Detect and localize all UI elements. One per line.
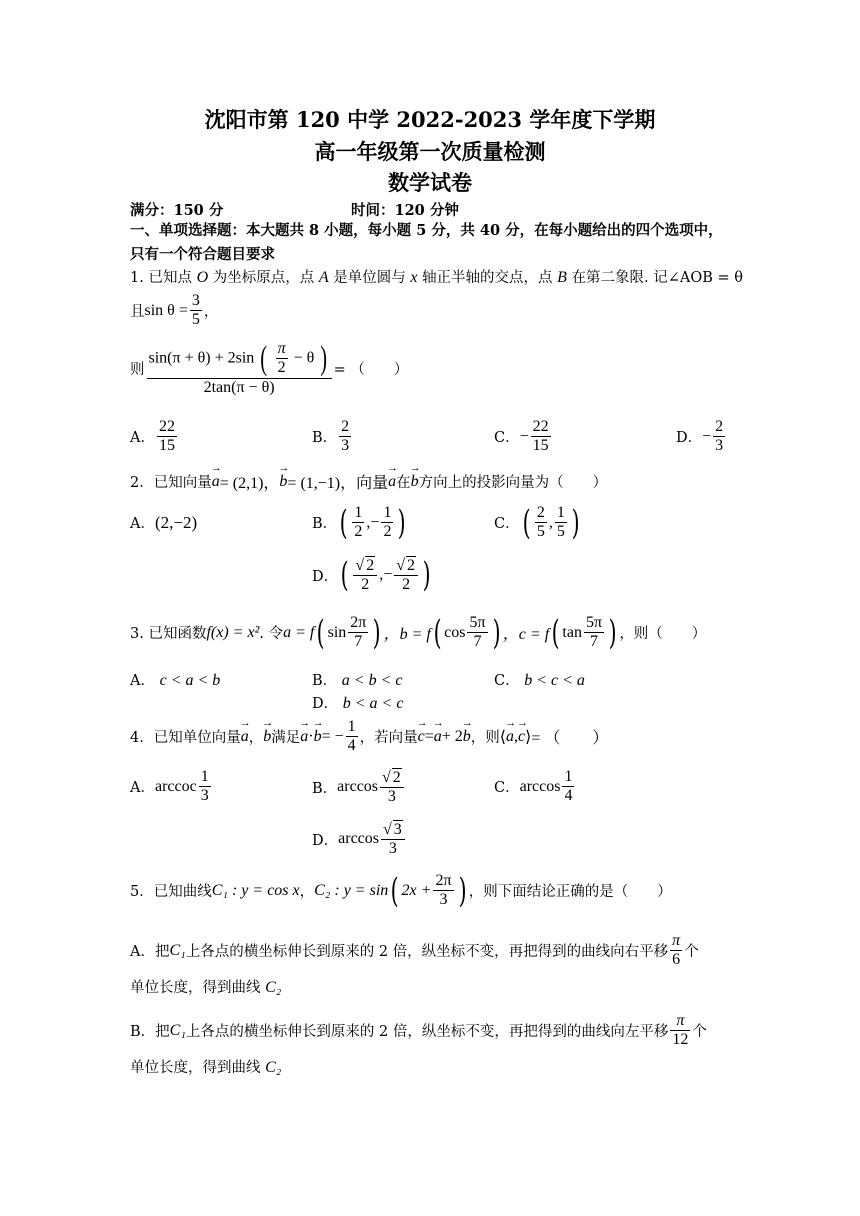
q4-den: 4 [347,737,356,755]
q2-text-c: 方向上的投影向量为（ ） [418,475,608,491]
q3-stem: 3. 已知函数 f(x) = x² . 令 a = f ( sin $\frac{2\pi}{7}$ ) ，b = f ( cos $\frac{5\pi}{7}$ ) ，c = f ( tan $\frac{5\pi}{7}$ ) ，则（ ） [130,612,707,653]
q3-d-value: b < a < c [342,695,404,712]
q1-main-num: sin(π + θ) + 2sin ( $\frac{\pi}{2}$ − θ ) [147,340,332,379]
q4-a-num: 1 [199,768,211,787]
q4-d-den: 3 [388,840,397,858]
q1-b-den: 3 [341,437,350,455]
q1-d-den: 3 [715,437,724,455]
q1-expression [130,340,408,397]
q3-a-value: c < a < b [159,672,221,689]
q2-d-d2: 2 [402,576,411,594]
q1-c-label: C． [494,430,520,447]
q3-n1: 2π [348,614,368,633]
q4-d-frac: $\frac{√ 3}{3}$ [381,820,405,859]
q2-text-b: 在 [396,475,411,491]
q1-b-label: B． [312,430,338,447]
q4-dot: · [308,727,314,745]
q5-b-c1: C₁ [169,1021,186,1039]
q5-option-b[interactable] [130,1012,707,1050]
q1-option-c[interactable] [494,418,553,456]
q2-eq-a: = (2,1)， [219,475,280,492]
q1-condition [130,292,218,330]
q3-c-label: C． [494,673,520,689]
q1-b-frac [339,418,351,456]
q1-den: 5 [191,311,200,329]
title-line-1: 沈阳市第 120 中学 2022-2023 学年度下学期 [204,107,656,132]
q3-d2: 7 [473,633,482,651]
q2-vec-a-2: → a [388,473,396,491]
title-line-3: 数学试卷 [388,170,472,195]
q4-c-num: 1 [562,768,574,787]
q2-c-frac-1 [535,504,547,542]
q2-c-n2: 1 [555,504,567,523]
q1-c-den: 15 [532,437,549,455]
q1-num: 3 [190,292,202,311]
q5-den: 3 [439,891,448,909]
q1-stem [130,266,743,287]
q4-comma: ， [248,730,264,747]
q1-expr-den: 2tan(π − θ) [203,378,275,396]
q4-blank: = （ ） [531,730,609,748]
q1-comma: ， [203,304,219,321]
q1-fraction-3-5 [190,292,202,330]
q4-d-label: D． [312,832,339,849]
q2-stem [130,470,607,493]
q1-sin-theta: sin θ = [144,301,188,319]
q4-c-den: 4 [564,787,573,805]
q5-curve-c1: C₁ : y = cos x [211,881,300,899]
q4-option-c[interactable] [494,768,576,806]
q1-d-num: 2 [713,418,725,437]
q2-c-frac-2 [555,504,567,542]
q2-eq-b: = (1,−1)，向量 [287,475,389,492]
q5-comma: ， [299,884,315,901]
q2-vec-b: → b [279,473,287,491]
q4-c-label: C． [494,780,520,797]
q4-b-num: 2 [392,769,401,786]
q1-text-c: 是单位圆与 [333,270,406,286]
q5-b-frac [670,1012,690,1050]
q2-c-d1: 5 [536,523,545,541]
q1-text-e: 在第二象限. 记∠AOB = θ [571,270,744,286]
q3-option-a[interactable] [130,669,220,690]
q5-b-unit: 个 [692,1024,707,1041]
q1-d-sign: − [702,427,712,445]
q4-text-a: 4．已知单位向量 [130,730,241,747]
q4-frac [346,718,358,756]
q5-num: 2π [433,872,453,891]
q4-vec-c: → c [418,728,425,746]
q4-c-frac [562,768,574,806]
q5-inner: 2x + [401,881,432,899]
q5-a-unit: 个 [684,944,699,961]
q2-option-a[interactable] [130,512,197,533]
q5-b-c2: C₂ [265,1059,282,1076]
q4-c-fn: arccos [519,777,561,795]
q2-d-label: D． [312,568,339,585]
q3-b-eq: ，b = f [383,626,431,644]
q4-a-label: A． [130,780,155,797]
q5-a-frac [670,932,682,970]
q4-b-den: 3 [387,788,396,806]
q2-c-n1: 2 [535,504,547,523]
q1-option-b[interactable] [312,418,353,456]
q2-b-n2: 1 [381,504,393,523]
q2-c-label: C． [494,516,520,533]
q5-b-line2: 单位长度，得到曲线 [130,1060,261,1076]
q1-option-d[interactable] [676,418,727,456]
q3-c-eq: ，c = f [502,626,550,644]
q4-angle-right: ⟩ [525,728,532,746]
q1-point-o: O [196,269,209,286]
q3-a-eq: a = f [283,623,315,641]
q2-d-frac-2: $\frac{√ 2}{2}$ [394,556,418,595]
q4-vec-b-2: → b [314,728,322,746]
q3-d1: 7 [354,633,363,651]
q1-a-frac [157,418,177,456]
q3-n2: 5π [467,614,487,633]
q4-option-b[interactable] [312,768,406,807]
q2-vec-a: → a [212,473,220,491]
q1-expr-num: sin(π + θ) + 2sin [148,349,255,367]
q3-option-b[interactable] [312,669,402,690]
q3-c-value: b < c < a [524,672,585,689]
q1-main-fraction [147,340,332,397]
q1-point-b: B [557,269,567,286]
q3-text-a: 3. 已知函数 [130,626,207,643]
q4-vec-c-2: → c [518,728,525,746]
q5-b-text-a: B．把 [130,1024,170,1041]
q3-n3: 5π [584,614,604,633]
q2-text-a: 2．已知向量 [130,475,212,491]
q5-option-b-line2 [130,1056,281,1077]
q2-b-label: B． [312,516,338,533]
q4-plus2: + 2 [441,727,463,745]
q4-angle-left: ⟨ [499,728,507,746]
q1-text-b: 为坐标原点，点 [212,270,315,286]
q1-x-axis: x [410,269,418,286]
q2-b-frac-1 [352,504,364,542]
q4-vec-a: → a [241,728,249,746]
q4-d-num: 3 [393,821,402,838]
q1-minus-theta: − θ [293,349,315,367]
q2-d-n1: 2 [366,557,375,574]
q4-text-b: 满足 [271,730,301,747]
q4-c-eq: = [424,727,434,745]
q5-a-c1: C₁ [169,941,186,959]
q4-num: 1 [346,718,358,737]
q1-b-num: 2 [339,418,351,437]
q3-b-label: B． [312,673,338,689]
section-heading-2: 只有一个符合题目要求 [130,246,275,263]
q1-text-a: 1. 已知点 [130,270,192,286]
q3-a-label: A． [130,673,155,689]
q4-b-label: B． [312,780,338,797]
q5-a-line2: 单位长度，得到曲线 [130,980,261,996]
q2-b-d1: 2 [354,523,363,541]
section-heading-1: 一、单项选择题：本大题共 8 小题，每小题 5 分，共 40 分，在每小题给出的四个选项中， [130,222,723,239]
full-score: 满分：150 分 [130,202,224,219]
q5-b-text-b: 上各点的横坐标伸长到原来的 2 倍，纵坐标不变，再把得到的曲线向左平移 [185,1024,669,1041]
q1-c-num: 22 [531,418,551,437]
q4-vec-a-2: → a [300,728,308,746]
q2-b-d2: 2 [383,523,392,541]
q4-text-d: ，则 [470,730,500,747]
q4-vec-b: → b [263,728,271,746]
q4-a-den: 3 [200,787,209,805]
q4-eq: = − [321,727,344,745]
q3-option-c[interactable] [494,669,585,690]
q4-text-c: ，若向量 [359,730,418,747]
q1-a-den: 15 [158,437,175,455]
q5-a-text-a: A．把 [130,944,170,961]
q4-a-frac [199,768,211,806]
q1-a-label: A． [130,430,155,447]
q2-c-d2: 5 [556,523,565,541]
q4-vec-a-3: → a [434,728,442,746]
q3-frac-2 [467,614,487,652]
q3-frac-3 [584,614,604,652]
q5-a-text-b: 上各点的横坐标伸长到原来的 2 倍，纵坐标不变，再把得到的曲线向右平移 [185,944,669,961]
q5-frac [433,872,453,910]
q2-option-b[interactable]: B． ( $\frac{1}{2}$ ,− $\frac{1}{2}$ ) [312,502,407,543]
q5-b-den: 12 [672,1031,689,1049]
q5-option-a[interactable] [130,932,699,970]
q3-frac-1 [348,614,368,652]
q2-b-frac-2 [381,504,393,542]
q2-d-n2: 2 [407,557,415,574]
q2-d-d1: 2 [361,576,370,594]
q2-option-d[interactable]: D． ( $\frac{√ 2}{2}$ ,− $\frac{√ 2}{2}$ ) [312,555,431,596]
q3-then: ，则（ ） [619,626,707,643]
q2-option-c[interactable]: C． ( $\frac{2}{5}$ , $\frac{1}{5}$ ) [494,502,580,543]
q1-option-a[interactable] [130,418,179,456]
q3-d-label: D． [312,696,339,712]
q3-function: f(x) = x² [206,623,260,641]
q2-a-value: (2,−2) [154,512,198,532]
q1-point-a: A [318,269,329,286]
q1-a-num: 22 [157,418,177,437]
q2-vec-b-2: → b [411,473,419,491]
q4-stem: 4．已知单位向量 → a ， → b 满足 → a · → b = − $\frac{1}{4}$ ，若向量 → c = → a + 2 → b ，则 ⟨ → a , → c ⟩ = （ ） [130,718,608,756]
q4-a-fn: arccoc [154,777,197,795]
q1-d-frac [713,418,725,456]
q4-vec-a-4: → a [506,728,514,746]
q3-d3: 7 [590,633,598,651]
q4-vec-b-3: → b [463,728,471,746]
q5-a-c2: C₂ [265,979,282,996]
q5-text-b: ，则下面结论正确的是（ ） [468,884,672,901]
q3-text-b: . 令 [259,626,284,643]
q1-d-label: D． [676,430,703,447]
q1-two: 2 [277,359,286,377]
q3-sin: sin [327,623,347,641]
q1-pi-over-2 [276,340,288,378]
q1-c-frac [531,418,551,456]
q3-option-d[interactable] [312,692,403,713]
q2-d-mid: ,− [379,566,393,584]
q5-stem: 5．已知曲线 C₁ : y = cos x ， C₂ : y = sin ( 2x + $\frac{2\pi}{3}$ ) ，则下面结论正确的是（ ） [130,870,672,911]
q2-c-mid: , [548,513,553,531]
q3-tan: tan [562,623,582,641]
q4-b-fn: arccos [337,778,379,796]
q2-a-label: A． [130,516,155,532]
q5-curve-c2: C₂ : y = sin [314,881,389,899]
q4-b-frac: $\frac{√ 2}{3}$ [380,768,404,807]
q5-b-num: π [670,1012,690,1031]
q5-option-a-line2 [130,976,281,997]
q5-text-a: 5．已知曲线 [130,884,212,901]
q4-option-a[interactable] [130,768,213,806]
q2-b-mid: ,− [366,513,380,531]
q2-b-n1: 1 [352,504,364,523]
q1-pi: π [276,340,288,359]
q1-text-d: 轴正半轴的交点，点 [422,270,553,286]
q1-cond-prefix: 且 [130,304,145,321]
q2-d-frac-1: $\frac{√ 2}{2}$ [353,556,377,595]
exam-time: 时间：120 分钟 [351,202,459,219]
q3-cos: cos [444,623,466,641]
q3-b-value: a < b < c [341,672,403,689]
q5-a-den: 6 [672,951,681,969]
q4-d-fn: arccos [338,830,379,848]
q5-a-num: π [670,932,682,951]
q4-option-d[interactable] [312,820,407,859]
q1-then: 则 [130,362,145,379]
q1-equals-blank: = （ ） [333,362,409,379]
title-line-2: 高一年级第一次质量检测 [314,139,546,164]
q1-c-sign: − [519,427,529,445]
